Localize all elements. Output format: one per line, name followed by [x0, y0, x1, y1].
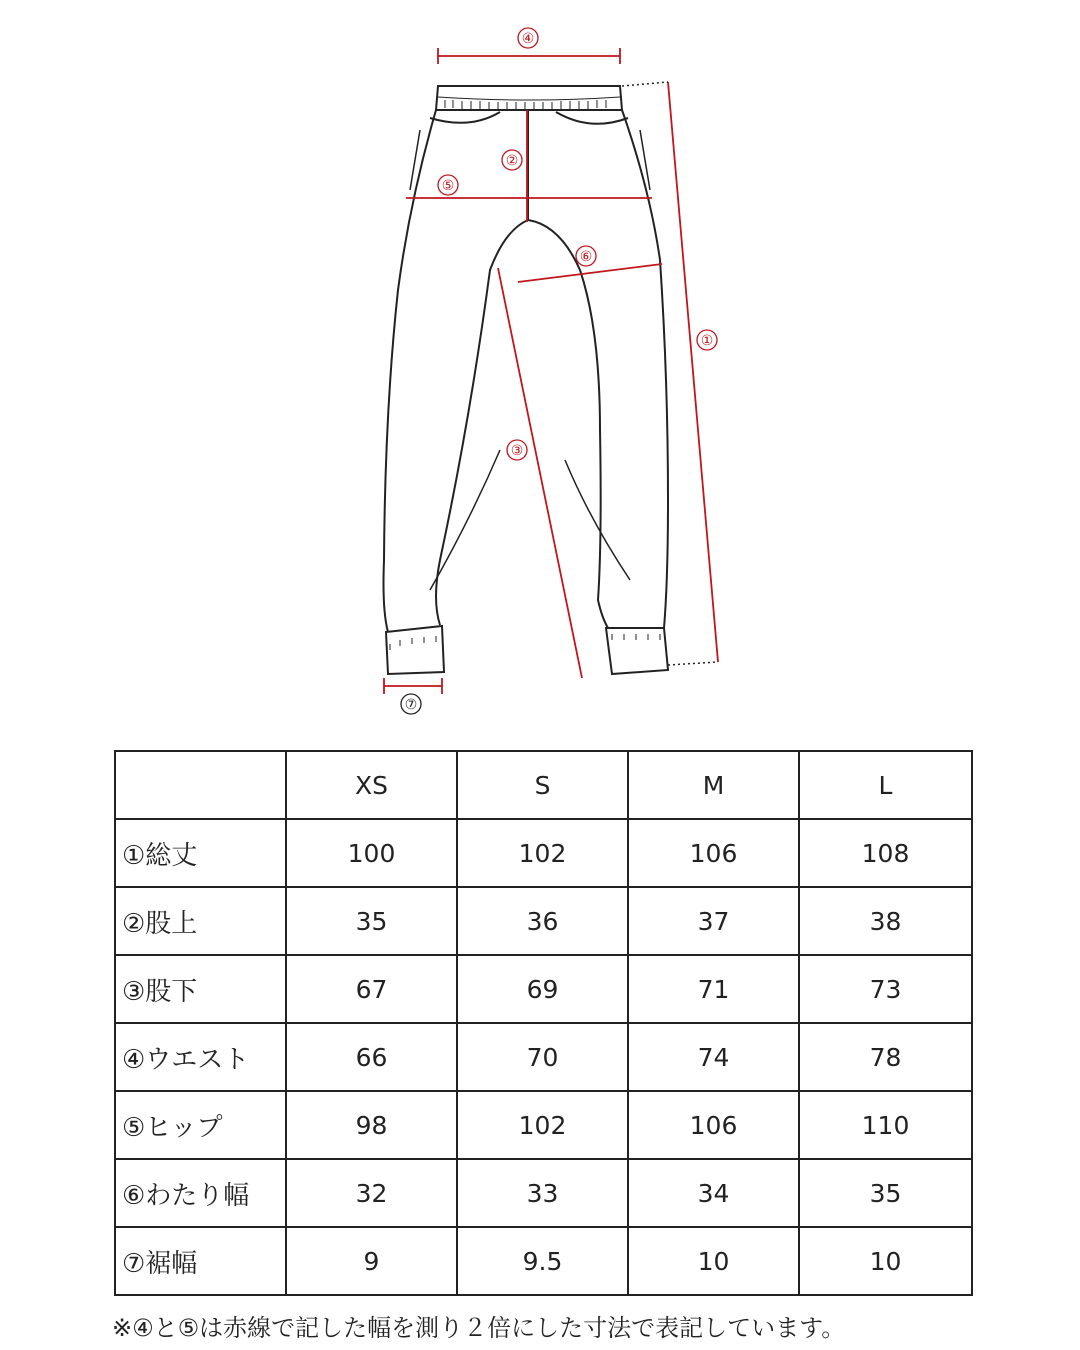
header-cell-m: M — [628, 751, 799, 819]
table-row — [115, 1159, 972, 1227]
header-cell-corner — [115, 751, 286, 819]
footnote: ※④と⑤は赤線で記した幅を測り２倍にした寸法で表記しています。 — [112, 1314, 846, 1342]
table-cell: 73 — [799, 955, 972, 1023]
table-cell: 71 — [628, 955, 799, 1023]
table-cell: 35 — [286, 887, 457, 955]
table-cell: 108 — [799, 819, 972, 887]
table-cell: 32 — [286, 1159, 457, 1227]
size-table-body — [115, 751, 972, 1295]
guide-dots — [622, 82, 718, 665]
table-cell: 36 — [457, 887, 628, 955]
measurement-lines — [384, 48, 718, 694]
label-hem: ⑦ — [404, 697, 418, 713]
table-cell: 70 — [457, 1023, 628, 1091]
size-table — [114, 750, 973, 1296]
table-cell: 37 — [628, 887, 799, 955]
table-cell: 34 — [628, 1159, 799, 1227]
measurement-labels — [401, 28, 717, 714]
row-label: ③股下 — [115, 955, 286, 1023]
label-hip: ⑤ — [441, 178, 455, 194]
row-label: ⑤ヒップ — [115, 1091, 286, 1159]
table-row — [115, 1091, 972, 1159]
table-cell: 33 — [457, 1159, 628, 1227]
row-label: ④ウエスト — [115, 1023, 286, 1091]
label-thigh: ⑥ — [579, 249, 593, 265]
table-cell: 66 — [286, 1023, 457, 1091]
pants-outline — [384, 86, 669, 674]
table-cell: 9.5 — [457, 1227, 628, 1295]
table-cell: 38 — [799, 887, 972, 955]
table-cell: 102 — [457, 1091, 628, 1159]
header-cell-l: L — [799, 751, 972, 819]
table-cell: 78 — [799, 1023, 972, 1091]
table-row — [115, 1023, 972, 1091]
row-label: ⑥わたり幅 — [115, 1159, 286, 1227]
table-cell: 10 — [628, 1227, 799, 1295]
table-cell: 10 — [799, 1227, 972, 1295]
table-cell: 74 — [628, 1023, 799, 1091]
row-label: ①総丈 — [115, 819, 286, 887]
header-row — [115, 751, 972, 819]
table-cell: 9 — [286, 1227, 457, 1295]
row-label: ②股上 — [115, 887, 286, 955]
table-cell: 106 — [628, 819, 799, 887]
label-rise: ② — [505, 153, 519, 169]
table-cell: 98 — [286, 1091, 457, 1159]
table-row — [115, 1227, 972, 1295]
table-cell: 67 — [286, 955, 457, 1023]
label-waist: ④ — [521, 31, 535, 47]
table-row — [115, 887, 972, 955]
label-inseam: ③ — [510, 443, 524, 459]
label-total-length: ① — [700, 333, 714, 349]
table-row — [115, 819, 972, 887]
row-label: ⑦裾幅 — [115, 1227, 286, 1295]
table-cell: 35 — [799, 1159, 972, 1227]
header-cell-xs: XS — [286, 751, 457, 819]
table-cell: 106 — [628, 1091, 799, 1159]
header-cell-s: S — [457, 751, 628, 819]
table-cell: 100 — [286, 819, 457, 887]
table-row — [115, 955, 972, 1023]
table-cell: 69 — [457, 955, 628, 1023]
table-cell: 110 — [799, 1091, 972, 1159]
table-cell: 102 — [457, 819, 628, 887]
